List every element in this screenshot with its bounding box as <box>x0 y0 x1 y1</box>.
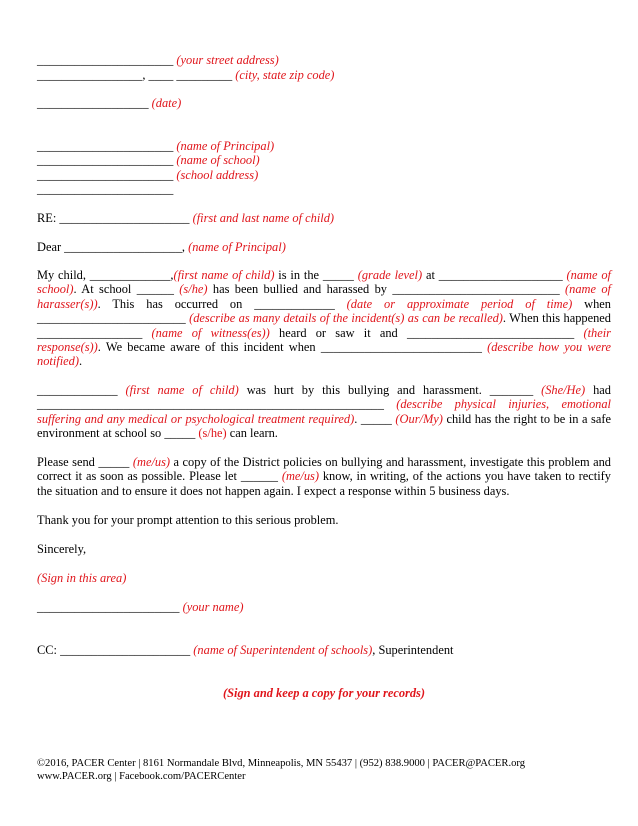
p2-blank: _______ <box>489 383 534 397</box>
date-blank: __________________ <box>37 96 149 110</box>
dear-blank: ___________________ <box>64 240 182 254</box>
dear-hint: (name of Principal) <box>188 240 286 254</box>
p2-hint: (describe physical injuries, emotional suffering and any medical or psychological treatment required) <box>37 397 611 426</box>
p1-text: . This has occurred on <box>97 296 255 311</box>
principal-hint: (name of Principal) <box>176 139 275 153</box>
p1-blank: ___________________________ <box>406 325 575 340</box>
city-sep: , <box>142 68 149 82</box>
p2-text: had <box>585 383 611 397</box>
p2-text <box>533 383 541 397</box>
p1-blank: ___________________________ <box>392 282 560 297</box>
p2-blank: _____________ <box>37 383 118 397</box>
cc-hint: (name of Superintendent of schools) <box>193 643 373 657</box>
school-address-blank: ______________________ <box>37 168 174 182</box>
state-blank: ____ <box>148 68 174 82</box>
p1-blank: _________________ <box>37 325 143 340</box>
p1-hint: (describe as many details of the incident(s) as can be recalled) <box>189 311 503 326</box>
p1-blank: _____________ <box>89 268 171 282</box>
p1-hint: (s/he) <box>179 282 208 297</box>
your-name-blank: _______________________ <box>37 600 180 614</box>
principal-line <box>37 139 611 153</box>
harm-paragraph <box>37 383 611 441</box>
p2-hint: (first name of child) <box>125 383 239 397</box>
re-hint: (first and last name of child) <box>192 211 335 225</box>
date-line <box>37 96 611 110</box>
extra-address-blank: ______________________ <box>37 182 174 196</box>
p2-blank: _____ <box>360 411 392 426</box>
your-name-hint: (your name) <box>182 600 244 614</box>
p1-blank: ____________________ <box>438 268 563 282</box>
p2-text: . <box>354 411 361 426</box>
salutation-line <box>37 240 611 254</box>
p1-hint: (grade level) <box>357 268 423 282</box>
p3-text: know, in writing, of the actions you have taken to rectify the situation and to ensure it does not happen again. I expect a response within 5 business days. <box>37 469 611 498</box>
incident-paragraph <box>37 268 611 369</box>
p1-text: is in the <box>274 268 323 282</box>
school-hint: (name of school) <box>176 153 260 167</box>
street-blank: ______________________ <box>37 53 174 67</box>
p2-blank: _____ <box>164 426 196 441</box>
school-line <box>37 153 611 167</box>
p1-text: My child, <box>37 268 90 282</box>
p2-text: can learn. <box>226 426 278 441</box>
p3-text: a copy of the District policies on bullying and harassment, investigate this problem and correct it as soon as possible. Please let <box>37 455 611 484</box>
p1-blank: ________________________ <box>37 311 186 326</box>
keep-copy-note: (Sign and keep a copy for your records) <box>222 686 426 700</box>
school-address-hint: (school address) <box>176 168 259 182</box>
p3-hint: (me/us) <box>132 455 171 469</box>
city-hint: (city, state zip code) <box>235 68 335 82</box>
re-line <box>37 211 611 225</box>
p1-blank: ______ <box>136 282 174 297</box>
p1-hint: (date or approximate period of time) <box>346 296 573 311</box>
dear-label: Dear <box>37 240 65 254</box>
street-address-line <box>37 53 611 67</box>
p1-text: . <box>78 354 83 369</box>
cc-line <box>37 643 611 657</box>
re-label: RE: <box>37 211 60 225</box>
p2-text: was hurt by this bullying and harassment. <box>238 383 490 397</box>
your-name-line <box>37 600 611 614</box>
city-state-zip-line <box>37 68 611 82</box>
sincerely-line: Sincerely, <box>37 542 87 556</box>
zip-blank: _________ <box>176 68 233 82</box>
school-blank: ______________________ <box>37 153 174 167</box>
sign-area-hint: (Sign in this area) <box>37 571 127 585</box>
street-hint: (your street address) <box>176 53 279 67</box>
city-blank: _________________ <box>37 68 143 82</box>
p1-hint: (first name of child) <box>173 268 275 282</box>
extra-address-line <box>37 182 611 196</box>
p1-text: at <box>422 268 439 282</box>
footer-web-line: www.PACER.org | Facebook.com/PACERCenter <box>37 771 246 782</box>
p1-hint: (their response(s)) <box>37 325 611 355</box>
p1-hint: (describe how you were notified) <box>37 340 611 369</box>
p1-hint: (name of harasser(s)) <box>37 282 611 311</box>
p2-blank: ________________________________________________________ <box>37 397 384 412</box>
school-address-line <box>37 168 611 182</box>
p1-blank: _____________ <box>254 296 335 311</box>
cc-label: CC: <box>37 643 61 657</box>
date-hint: (date) <box>151 96 182 110</box>
p1-blank: __________________________ <box>320 340 482 355</box>
principal-blank: ______________________ <box>37 139 174 153</box>
p1-text <box>335 297 347 311</box>
p1-hint: (name of school) <box>37 268 611 297</box>
p1-hint: (name of witness(es)) <box>151 325 270 340</box>
p3-text: Please send <box>37 455 99 469</box>
cc-suffix: , Superintendent <box>372 643 454 657</box>
cc-blank: _____________________ <box>60 643 191 657</box>
p1-text: when <box>572 296 612 311</box>
p1-text <box>142 326 151 340</box>
p3-hint: (me/us) <box>281 469 320 484</box>
re-blank: _____________________ <box>59 211 190 225</box>
dear-comma: , <box>181 240 189 254</box>
p1-text: . We became aware of this incident when <box>97 340 321 355</box>
p3-blank: ______ <box>240 469 278 484</box>
footer-contact-line: ©2016, PACER Center | 8161 Normandale Blvd, Minneapolis, MN 55437 | (952) 838.9000 | PACER@PACER.org <box>37 758 526 769</box>
p1-blank: _____ <box>322 268 354 282</box>
p2-hint: (s/he) <box>198 426 227 441</box>
p3-blank: _____ <box>98 455 130 469</box>
p1-text: . At school <box>73 282 137 297</box>
p2-text: child has the right to be in a safe environment at school so <box>37 411 611 441</box>
p2-hint: (Our/My) <box>395 411 443 426</box>
p2-text <box>384 397 396 411</box>
request-paragraph <box>37 455 611 498</box>
p2-hint: (She/He) <box>541 383 586 397</box>
p1-text: heard or saw it and <box>269 325 407 340</box>
thanks-line: Thank you for your prompt attention to this serious problem. <box>37 513 339 527</box>
p1-text: , <box>170 268 174 282</box>
p1-text: has been bullied and harassed by <box>207 282 393 297</box>
p1-text: . When this happened <box>502 311 611 326</box>
